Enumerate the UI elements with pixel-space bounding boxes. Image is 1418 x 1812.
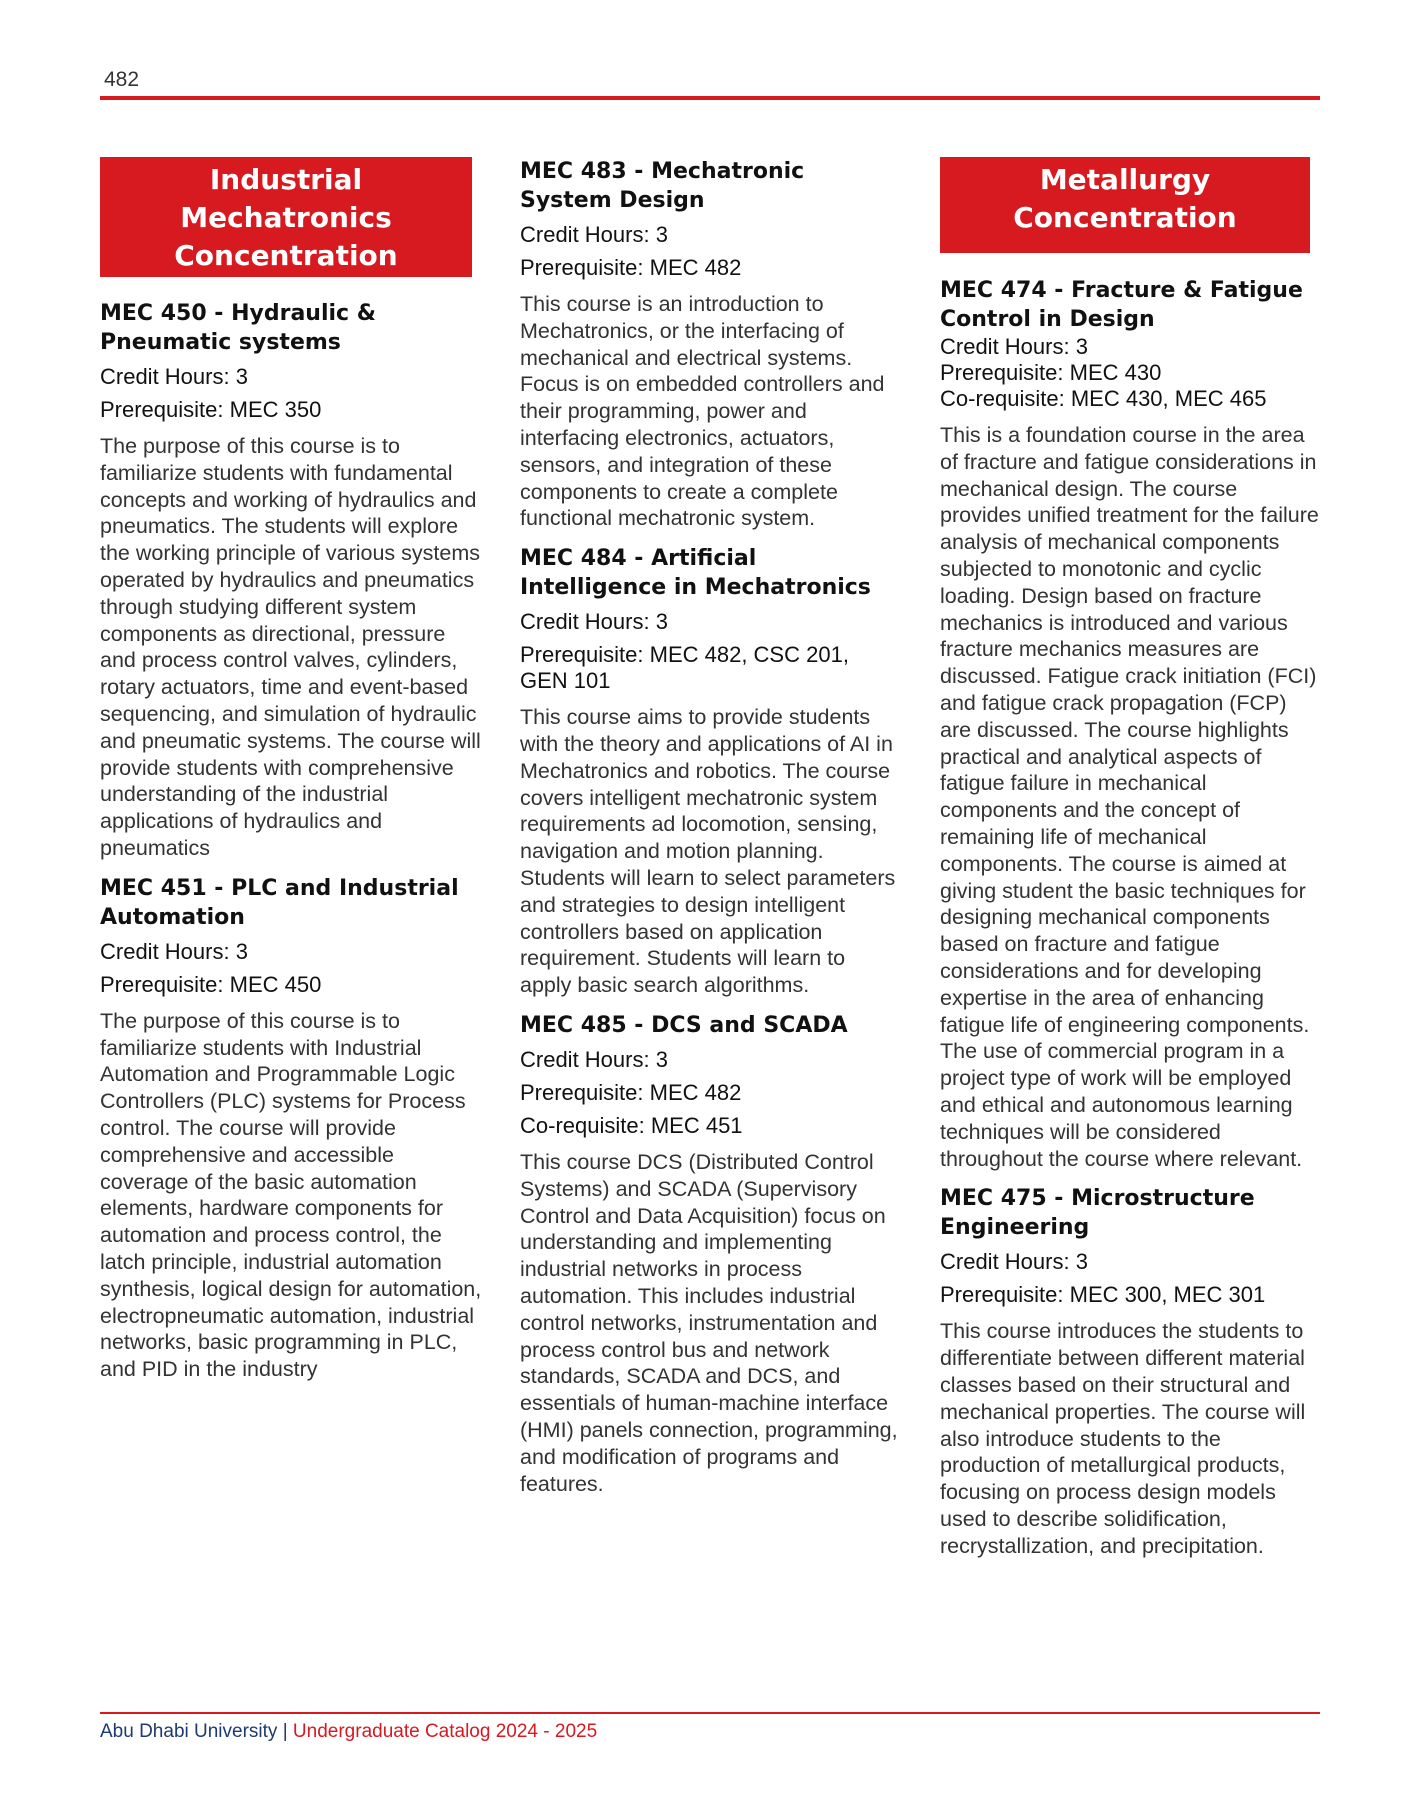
credit-hours: Credit Hours: 3: [940, 334, 1088, 359]
course-title: MEC 485 - DCS and SCADA: [520, 1012, 848, 1038]
credit-hours: Credit Hours: 3: [940, 1249, 1088, 1275]
course-description: This course DCS (Distributed Control Systems) and SCADA (Supervisory Control and Data Acquisition) focus on understanding and implementing industrial networks in process automation. This includes industrial control networks, instrumentation and process control bus and network standards, SCADA and DCS, and essentials of human-machine interface (HMI) panels connection, programming, and modification of programs and features.: [520, 1149, 898, 1496]
concentration-banner-industrial-mechatronics: Industrial Mechatronics Concentration: [100, 157, 472, 277]
course-description: The purpose of this course is to familiarize students with Industrial Automation and Programmable Logic Controllers (PLC) systems for Process control. The course will provide comprehensive and accessible coverage of the basic automation elements, hardware components for automation and process control, the latch principle, industrial automation synthesis, logical design for automation, electropneumatic automation, industrial networks, basic programming in PLC, and PID in the industry: [100, 1008, 482, 1382]
course-title: MEC 484 - Artificial Intelligence in Mechatronics: [520, 546, 871, 601]
course-description: This course introduces the students to differentiate between different material classes based on their structural and mechanical properties. The course will also introduce students to the production of metallurgical products, focusing on process design models used to describe solidification, recrystallization, and precipitation.: [940, 1319, 1306, 1558]
footer-university: Abu Dhabi University: [100, 1721, 278, 1742]
credit-hours: Credit Hours: 3: [520, 1046, 668, 1072]
credit-hours: Credit Hours: 3: [520, 222, 668, 247]
prerequisite: Prerequisite: MEC 300, MEC 301: [940, 1282, 1266, 1308]
prerequisite: Prerequisite: MEC 482, CSC 201, GEN 101: [520, 642, 849, 694]
page-number: 482: [104, 68, 140, 91]
course-title: MEC 451 - PLC and Industrial Automation: [100, 875, 459, 930]
prerequisite: Prerequisite: MEC 482: [520, 1079, 742, 1105]
footer: [100, 1720, 597, 1744]
footer-separator: |: [282, 1721, 288, 1742]
column-right: [940, 157, 1320, 1571]
course-mec-451: [100, 874, 482, 1383]
credit-hours: Credit Hours: 3: [100, 938, 248, 964]
header-rule: [100, 96, 1320, 100]
course-title: MEC 475 - Microstructure Engineering: [940, 1186, 1255, 1241]
course-title: MEC 483 - Mechatronic System Design: [520, 159, 805, 213]
course-description: This course is an introduction to Mechatronics, or the interfacing of mechanical and electrical systems. Focus is on embedded controllers and their programming, power and interfacing electronics, actuators, sensors, and integration of these components to create a complete functional mechatronic system.: [520, 292, 885, 531]
course-mec-450: [100, 299, 482, 862]
corequisite: Co-requisite: MEC 451: [520, 1112, 743, 1138]
footer-rule: [100, 1712, 1320, 1714]
credit-hours: Credit Hours: 3: [520, 609, 668, 635]
prerequisite: Prerequisite: MEC 430: [940, 360, 1162, 385]
course-mec-484: [520, 544, 900, 999]
concentration-banner-metallurgy: Metallurgy Concentration: [940, 157, 1310, 253]
column-middle: [520, 157, 900, 1509]
column-left: [100, 157, 482, 1395]
course-description: This course aims to provide students with the theory and applications of AI in Mechatronics and robotics. The course covers intelligent mechatronic system requirements ad locomotion, sensing, navigation and motion planning. Students will learn to select parameters and strategies to design intelligent controllers based on application requirement. Students will learn to apply basic search algorithms.: [520, 705, 896, 998]
prerequisite: Prerequisite: MEC 350: [100, 397, 322, 422]
footer-catalog: Undergraduate Catalog 2024 - 2025: [292, 1721, 598, 1742]
course-description: This is a foundation course in the area of fracture and fatigue considerations in mechanical design. The course provides unified treatment for the failure analysis of mechanical components subjected to monotonic and cyclic loading. Design based on fracture mechanics is introduced and various fracture mechanics measures are discussed. Fatigue crack initiation (FCI) and fatigue crack propagation (FCP) are discussed. The course highlights practical and analytical aspects of fatigue failure in mechanical components and the concept of remaining life of mechanical components. The course is aimed at giving student the basic techniques for designing mechanical components based on fracture and fatigue considerations and for developing expertise in the area of enhancing fatigue life of engineering components. The use of commercial program in a project type of work will be employed and ethical and autonomous learning techniques will be considered throughout the course where relevant.: [940, 423, 1319, 1171]
prerequisite: Prerequisite: MEC 482: [520, 255, 742, 280]
prerequisite: Prerequisite: MEC 450: [100, 971, 322, 997]
course-title: MEC 474 - Fracture & Fatigue Control in Design: [940, 278, 1303, 332]
course-description: The purpose of this course is to familiarize students with fundamental concepts and working of hydraulics and pneumatics. The students will explore the working principle of various systems operated by hydraulics and pneumatics through studying different system components as directional, pressure and process control valves, cylinders, rotary actuators, time and event-based sequencing, and simulation of hydraulic and pneumatic systems. The course will provide students with comprehensive understanding of the industrial applications of hydraulics and pneumatics: [100, 434, 481, 860]
course-mec-475: [940, 1184, 1320, 1559]
credit-hours: Credit Hours: 3: [100, 364, 248, 389]
corequisite: Co-requisite: MEC 430, MEC 465: [940, 386, 1267, 411]
course-mec-483: [520, 157, 900, 532]
course-title: MEC 450 - Hydraulic & Pneumatic systems: [100, 301, 376, 355]
course-mec-474: [940, 276, 1320, 1172]
course-mec-485: [520, 1011, 900, 1497]
